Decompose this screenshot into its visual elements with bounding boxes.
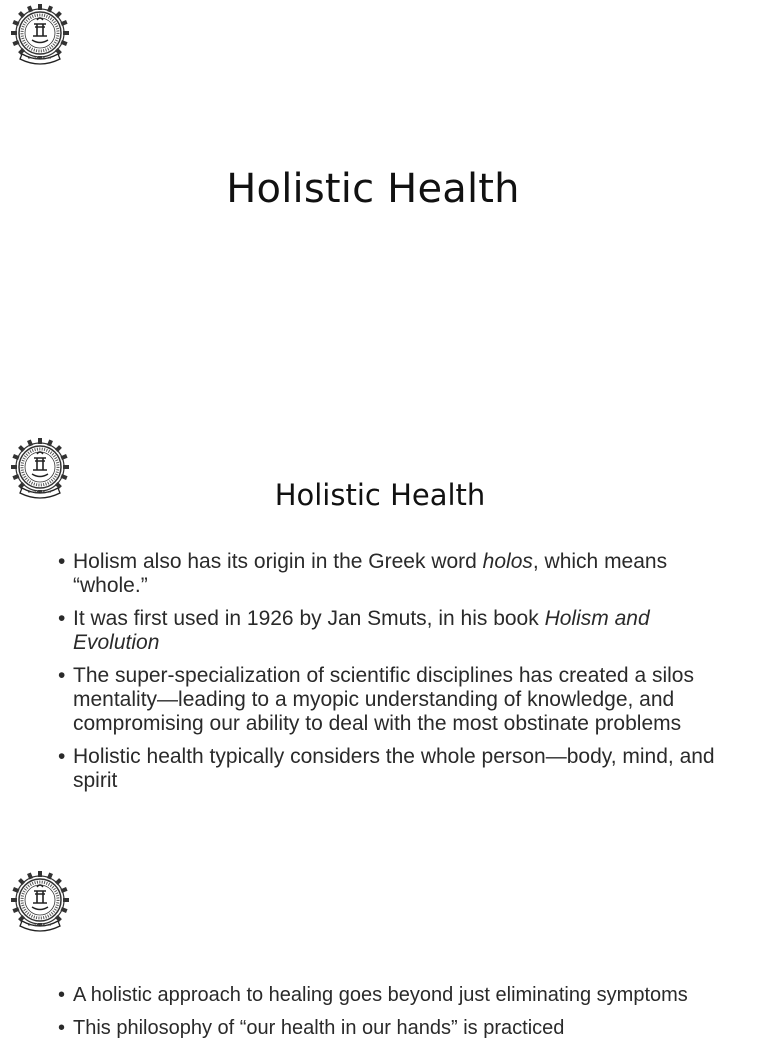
slide-holistic-approach <box>0 867 768 1039</box>
slide-title <box>0 0 768 432</box>
list-item: • Holism also has its origin in the Greek word holos, which means “whole.” <box>58 550 718 598</box>
page-title: Holistic Health <box>226 166 520 212</box>
institute-emblem-icon <box>6 2 74 68</box>
slide-holism-origin <box>0 434 768 866</box>
list-item: • It was first used in 1926 by Jan Smuts, in his book Holism and Evolution <box>58 607 718 655</box>
list-item: • Holistic health typically considers the whole person—body, mind, and spirit <box>58 745 718 793</box>
institute-emblem-icon <box>6 869 74 935</box>
bullet-list <box>58 550 718 802</box>
list-item: • This philosophy of “our health in our hands” is practiced <box>58 1016 718 1040</box>
list-item: • A holistic approach to healing goes beyond just eliminating symptoms <box>58 983 718 1007</box>
slide-title: Holistic Health <box>274 478 486 512</box>
bullet-list <box>58 983 718 1049</box>
list-item: • The super-specialization of scientific disciplines has created a silos mentality—leading to a myopic understanding of knowledge, and compromising our ability to deal with the most obstinate problems <box>58 664 718 736</box>
